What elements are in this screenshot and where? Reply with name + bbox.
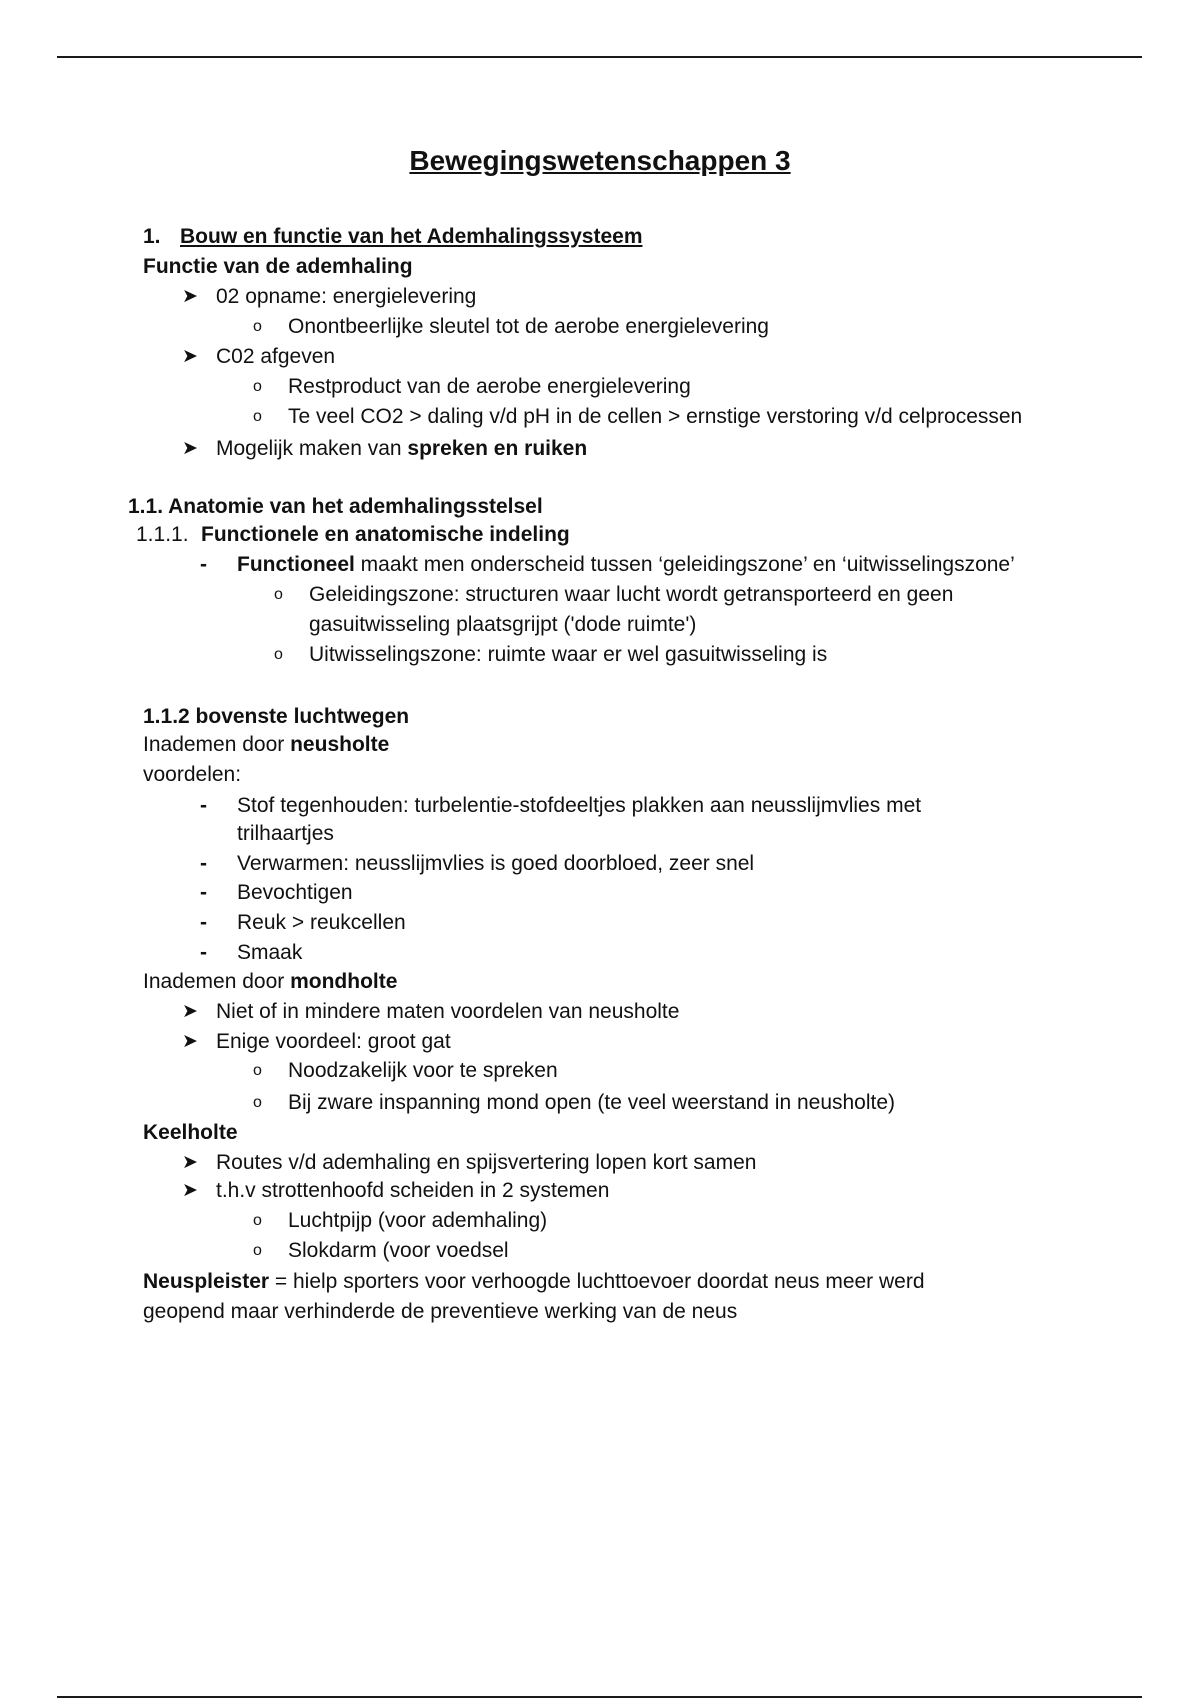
neuspleister-line: [143, 1269, 925, 1295]
spreken-bold: spreken en ruiken: [407, 437, 588, 460]
section-1-1-1-heading: Functionele en anatomische indeling: [201, 523, 570, 546]
list-item-stof-cont: trilhaartjes: [237, 822, 334, 845]
mondholte-bold: mondholte: [290, 970, 398, 993]
arrow-bullet-icon: ➤: [182, 346, 198, 367]
list-item-co2: C02 afgeven: [216, 345, 336, 368]
list-item-thv: t.h.v strottenhoofd scheiden in 2 systemen: [216, 1179, 610, 1202]
section-1-1-1-number: 1.1.1.: [136, 523, 189, 546]
arrow-bullet-icon: ➤: [182, 1152, 198, 1173]
dash-bullet-icon: -: [200, 553, 207, 576]
spreken-text: Mogelijk maken van: [216, 437, 408, 460]
functioneel-bold: Functioneel: [237, 553, 355, 576]
circle-bullet-icon: o: [253, 318, 262, 335]
dash-bullet-icon: -: [200, 911, 207, 934]
list-item-spreken: [216, 436, 587, 462]
dash-bullet-icon: -: [200, 881, 207, 904]
arrow-bullet-icon: ➤: [182, 1180, 198, 1201]
list-item-smaak: Smaak: [237, 941, 303, 964]
circle-bullet-icon: o: [253, 1094, 262, 1111]
neuspleister-text: = hielp sporters voor verhoogde luchttoevoer doordat neus meer werd: [269, 1270, 925, 1293]
functioneel-text: maakt men onderscheid tussen ‘geleidingszone’ en ‘uitwisselingszone’: [354, 553, 1015, 576]
list-item-slokdarm: Slokdarm (voor voedsel: [288, 1239, 509, 1262]
circle-bullet-icon: o: [253, 1242, 262, 1259]
neuspleister-cont: geopend maar verhinderde de preventieve werking van de neus: [143, 1300, 738, 1323]
list-item-bevochtigen: Bevochtigen: [237, 881, 353, 904]
list-item-co2-sub1: Restproduct van de aerobe energielevering: [288, 375, 691, 398]
circle-bullet-icon: o: [253, 408, 262, 425]
keelholte-heading: Keelholte: [143, 1121, 238, 1144]
list-item-routes: Routes v/d ademhaling en spijsvertering lopen kort samen: [216, 1151, 757, 1174]
voordelen-label: voordelen:: [143, 763, 242, 786]
dash-bullet-icon: -: [200, 794, 207, 817]
list-item-luchtpijp: Luchtpijp (voor ademhaling): [288, 1209, 548, 1232]
list-item-verwarmen: Verwarmen: neusslijmvlies is goed doorbloed, zeer snel: [237, 852, 755, 875]
circle-bullet-icon: o: [253, 1062, 262, 1079]
list-item-geleidingszone-cont: gasuitwisseling plaatsgrijpt ('dode ruimte'): [309, 613, 697, 636]
circle-bullet-icon: o: [253, 378, 262, 395]
arrow-bullet-icon: ➤: [182, 1031, 198, 1052]
section-1-1-2-heading: 1.1.2 bovenste luchtwegen: [143, 705, 410, 728]
mondholte-text: Inademen door: [143, 970, 291, 993]
list-item-niet: Niet of in mindere maten voordelen van neusholte: [216, 1000, 680, 1023]
list-item-uitwisselingszone: Uitwisselingszone: ruimte waar er wel gasuitwisseling is: [309, 643, 828, 666]
neusholte-bold: neusholte: [290, 733, 390, 756]
list-item-geleidingszone: Geleidingszone: structuren waar lucht wordt getransporteerd en geen: [309, 583, 954, 606]
section-1-1-heading: 1.1. Anatomie van het ademhalingsstelsel: [128, 495, 543, 518]
dash-bullet-icon: -: [200, 941, 207, 964]
neuspleister-bold: Neuspleister: [143, 1270, 270, 1293]
list-item-stof: Stof tegenhouden: turbelentie-stofdeeltjes plakken aan neusslijmvlies met: [237, 794, 922, 817]
arrow-bullet-icon: ➤: [182, 286, 198, 307]
list-item-o2-sub: Onontbeerlijke sleutel tot de aerobe energielevering: [288, 315, 769, 338]
top-rule: [57, 56, 1142, 58]
list-item-functioneel: [237, 552, 1015, 578]
section-1-heading: Bouw en functie van het Ademhalingssysteem: [180, 225, 643, 248]
section-1-subheading: Functie van de ademhaling: [143, 255, 413, 278]
mondholte-line: [143, 969, 397, 995]
dash-bullet-icon: -: [200, 852, 207, 875]
bottom-rule: [57, 1696, 1142, 1698]
section-1-number: 1.: [143, 225, 161, 248]
arrow-bullet-icon: ➤: [182, 438, 198, 459]
circle-bullet-icon: o: [253, 1212, 262, 1229]
neusholte-text: Inademen door: [143, 733, 291, 756]
circle-bullet-icon: o: [274, 586, 283, 603]
list-item-o2: 02 opname: energielevering: [216, 285, 477, 308]
neusholte-line: [143, 732, 389, 758]
circle-bullet-icon: o: [274, 646, 283, 663]
list-item-reuk: Reuk > reukcellen: [237, 911, 406, 934]
list-item-co2-sub2: Te veel CO2 > daling v/d pH in de cellen > ernstige verstoring v/d celprocessen: [288, 405, 1023, 428]
list-item-enige: Enige voordeel: groot gat: [216, 1030, 451, 1053]
arrow-bullet-icon: ➤: [182, 1001, 198, 1022]
list-item-nood: Noodzakelijk voor te spreken: [288, 1059, 558, 1082]
page-title: Bewegingswetenschappen 3: [409, 145, 791, 176]
list-item-zware: Bij zware inspanning mond open (te veel weerstand in neusholte): [288, 1091, 896, 1114]
